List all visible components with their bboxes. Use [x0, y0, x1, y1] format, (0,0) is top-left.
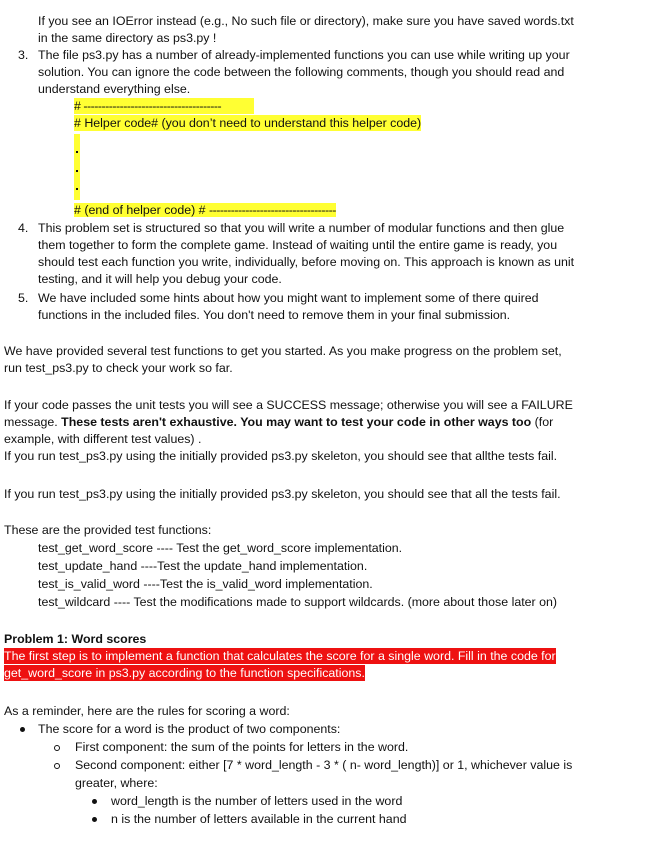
para-1-line-2: run test_ps3.py to check your work so far. [4, 361, 233, 375]
rules-second-component-line-2: greater, where: [75, 776, 158, 790]
item-4-line-4: testing, and it will help you debug your code. [38, 272, 282, 286]
circle-bullet-icon [54, 763, 60, 769]
item-3-number: 3. [18, 48, 29, 62]
problem-1-instruction-line-1: The first step is to implement a function that calculates the score for a single word. Fill in the code for [4, 649, 556, 663]
intro-line-1: If you see an IOError instead (e.g., No such file or directory), make sure you have saved words.txt [38, 14, 574, 28]
bullet-icon [92, 817, 97, 822]
item-5-number: 5. [18, 291, 29, 305]
rules-intro: As a reminder, here are the rules for scoring a word: [4, 704, 290, 718]
comment-helper-line: # Helper code# (you don’t need to understand this helper code) [74, 116, 422, 130]
placeholder-dot [76, 188, 78, 190]
bullet-icon [92, 799, 97, 804]
comment-start-line: # -------------------------------------- [74, 98, 254, 114]
item-4-line-3: should test each function you write, individually, before moving on. This approach is known as unit [38, 255, 575, 269]
para-2-line-2 [4, 414, 553, 430]
para-2-line-2-post: (for [531, 415, 554, 429]
placeholder-dot [76, 170, 78, 172]
test-item: test_update_hand ----Test the update_hand implementation. [38, 559, 368, 573]
comment-end-label: # (end of helper code) # [74, 203, 210, 217]
rules-sub-item: word_length is the number of letters used in the word [111, 794, 403, 808]
para-2-bold-note: These tests aren't exhaustive. You may want to test your code in other ways too [61, 415, 532, 429]
rules-first-component: First component: the sum of the points for letters in the word. [75, 740, 409, 754]
item-4-line-2: them together to form the complete game. Instead of waiting until the entire game is ready, you [38, 238, 558, 252]
rules-second-component-line-1: Second component: either [7 * word_length - 3 * ( n- word_length)] or 1, whichever value is [75, 758, 573, 772]
para-2-line-2-pre: message. [4, 415, 62, 429]
item-3-line-2: solution. You can ignore the code between the following comments, though you should read and [38, 65, 565, 79]
para-1-line-1: We have provided several test functions to get you started. As you make progress on the problem set, [4, 344, 562, 358]
tests-heading: These are the provided test functions: [4, 523, 212, 537]
circle-bullet-icon [54, 745, 60, 751]
item-5-line-1: We have included some hints about how you might want to implement some of there quired [38, 291, 539, 305]
comment-end-line [74, 202, 336, 218]
intro-line-2: in the same directory as ps3.py ! [38, 31, 217, 45]
rules-bullet: The score for a word is the product of two components: [38, 722, 341, 736]
item-4-number: 4. [18, 221, 29, 235]
test-item: test_get_word_score ---- Test the get_word_score implementation. [38, 541, 403, 555]
para-2-line-4: If you run test_ps3.py using the initially provided ps3.py skeleton, you should see that allthe tests fail. [4, 449, 558, 463]
helper-code-highlight-bar [74, 134, 80, 200]
para-2-line-1: If your code passes the unit tests you will see a SUCCESS message; otherwise you will see a FAILURE [4, 398, 573, 412]
comment-end-dashes: ----------------------------------- [209, 203, 336, 217]
item-3-line-3: understand everything else. [38, 82, 191, 96]
problem-1-instruction-line-2: get_word_score in ps3.py according to the function specifications. [4, 666, 365, 680]
item-4-line-1: This problem set is structured so that you will write a number of modular functions and then glue [38, 221, 565, 235]
problem-1-heading: Problem 1: Word scores [4, 632, 147, 646]
placeholder-dot [76, 151, 78, 153]
para-3-line: If you run test_ps3.py using the initially provided ps3.py skeleton, you should see that all the tests fail. [4, 487, 561, 501]
test-item: test_wildcard ---- Test the modifications made to support wildcards. (more about those later on) [38, 595, 558, 609]
test-item: test_is_valid_word ----Test the is_valid_word implementation. [38, 577, 373, 591]
rules-sub-item: n is the number of letters available in the current hand [111, 812, 407, 826]
item-5-line-2: functions in the included files. You don't need to remove them in your final submission. [38, 308, 511, 322]
para-2-line-3: example, with different test values) . [4, 432, 202, 446]
bullet-icon [20, 727, 25, 732]
item-3-line-1: The file ps3.py has a number of already-implemented functions you can use while writing up your [38, 48, 570, 62]
